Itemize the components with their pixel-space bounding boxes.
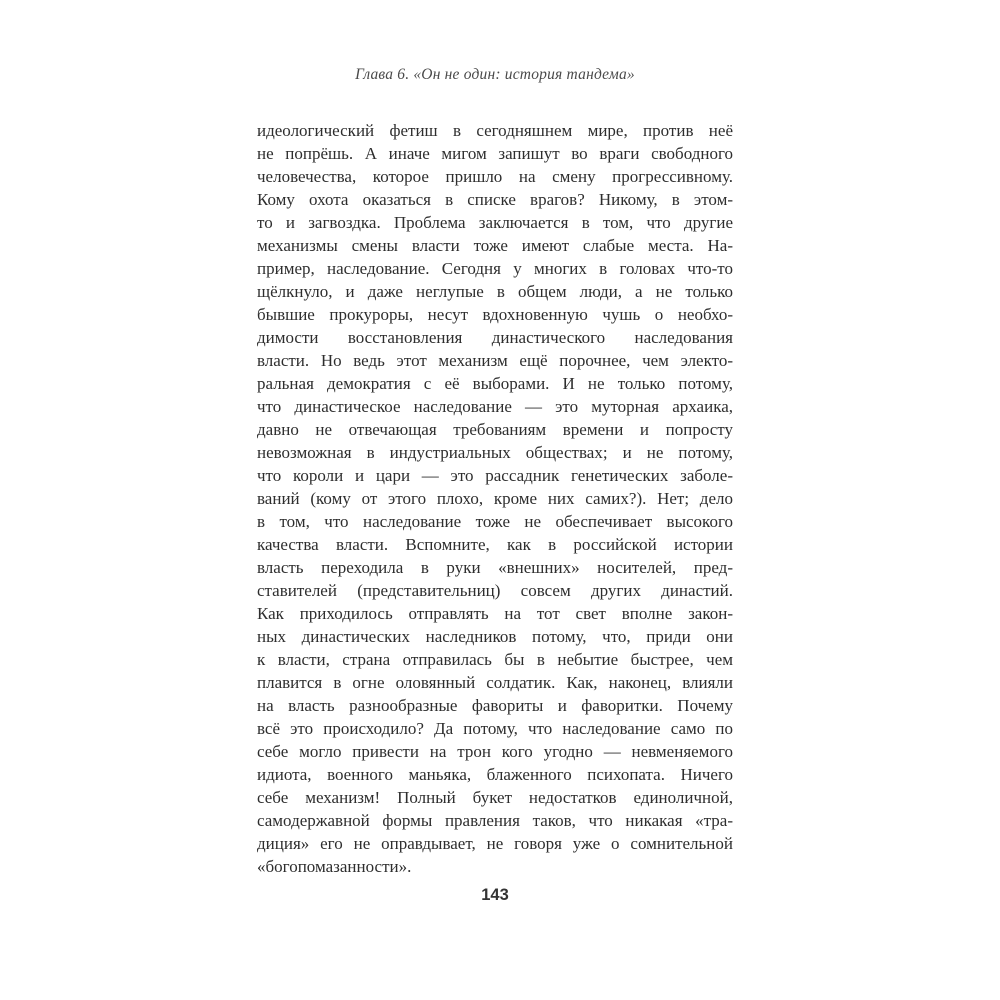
body-text [257,119,733,878]
page-number: 143 [481,886,509,904]
body-line: качества власти. Вспомните, как в российской истории [257,535,733,554]
body-line: идеологический фетиш в сегодняшнем мире, против неё [257,121,733,140]
body-line: то и загвоздка. Проблема заключается в том, что другие [257,213,733,232]
body-line: «богопомазанности». [257,857,412,876]
body-line: в том, что наследование тоже не обеспечивает высокого [257,512,733,531]
body-line: идиота, военного маньяка, блаженного психопата. Ничего [257,765,733,784]
body-line: власти. Но ведь этот механизм ещё порочнее, чем электо- [257,351,733,370]
body-line: что короли и цари — это рассадник генетических заболе- [257,466,733,485]
body-line: всё это происходило? Да потому, что наследование само по [257,719,733,738]
body-line: не попрёшь. А иначе мигом запишут во враги свободного [257,144,733,163]
body-line: на власть разнообразные фавориты и фаворитки. Почему [257,696,733,715]
body-line: щёлкнуло, и даже неглупые в общем люди, а не только [257,282,733,301]
body-line: Кому охота оказаться в списке врагов? Никому, в этом- [257,190,733,209]
body-line: ральная демократия с её выборами. И не только потому, [257,374,733,393]
running-header: Глава 6. «Он не один: история тандема» [355,66,635,83]
body-line: себе могло привести на трон кого угодно — невменяемого [257,742,733,761]
body-line: пример, наследование. Сегодня у многих в головах что-то [257,259,733,278]
body-line: к власти, страна отправилась бы в небытие быстрее, чем [257,650,733,669]
body-line: ваний (кому от этого плохо, кроме них самих?). Нет; дело [257,489,733,508]
body-line: плавится в огне оловянный солдатик. Как, наконец, влияли [257,673,733,692]
body-line: диция» его не оправдывает, не говоря уже о сомнительной [257,834,733,853]
body-line: самодержавной формы правления таков, что никакая «тра- [257,811,733,830]
body-line: ных династических наследников потому, что, приди они [257,627,733,646]
body-line: ставителей (представительниц) совсем других династий. [257,581,733,600]
body-line: Как приходилось отправлять на тот свет вполне закон- [257,604,733,623]
body-line: механизмы смены власти тоже имеют слабые места. На- [257,236,733,255]
body-line: себе механизм! Полный букет недостатков единоличной, [257,788,733,807]
body-line: невозможная в индустриальных обществах; и не потому, [257,443,733,462]
body-line: димости восстановления династического наследования [257,328,733,347]
body-line: давно не отвечающая требованиям времени и попросту [257,420,733,439]
body-line: что династическое наследование — это муторная архаика, [257,397,733,416]
body-line: человечества, которое пришло на смену прогрессивному. [257,167,733,186]
body-line: власть переходила в руки «внешних» носителей, пред- [257,558,733,577]
body-line: бывшие прокуроры, несут вдохновенную чушь о необхо- [257,305,733,324]
